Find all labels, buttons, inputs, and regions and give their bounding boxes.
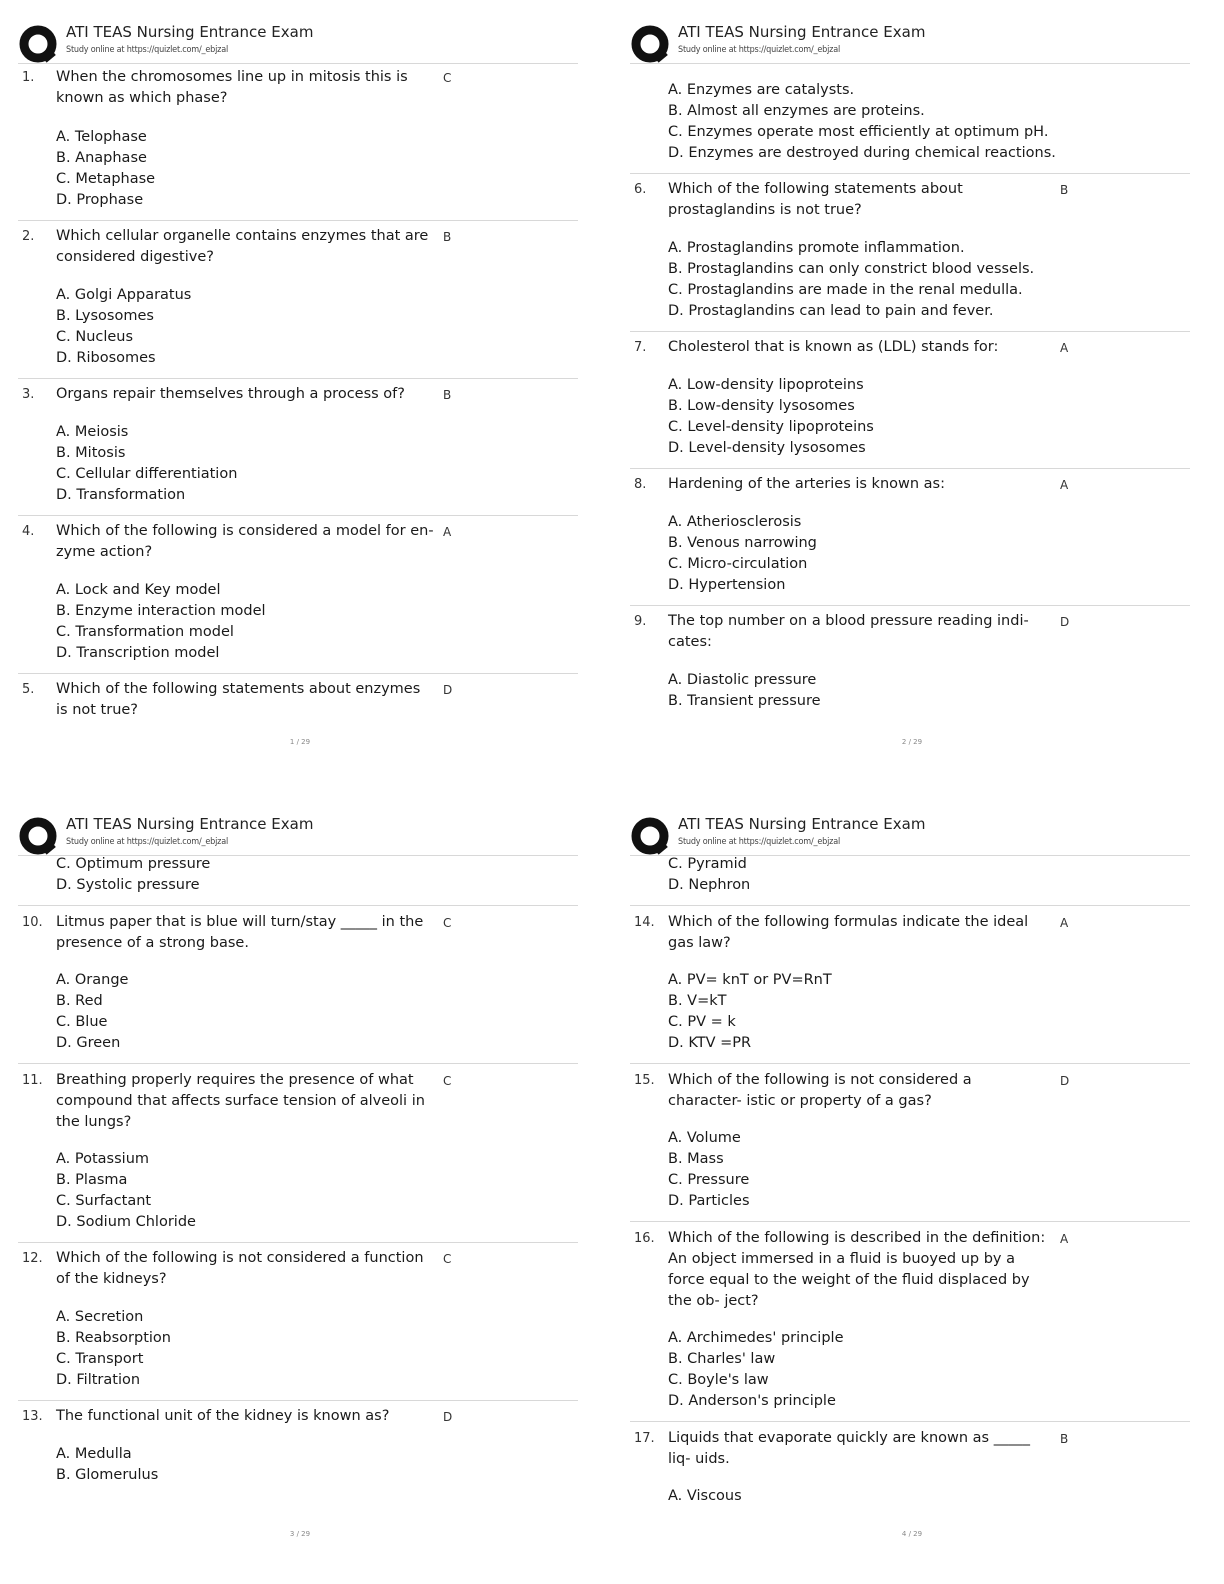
option: B. Venous narrowing xyxy=(668,535,817,551)
option: B. Low-density lysosomes xyxy=(668,398,855,414)
question-divider xyxy=(630,605,1190,606)
option: B. Mitosis xyxy=(56,445,126,461)
question-text: Which of the following is considered a model for en- zyme action? xyxy=(56,523,434,560)
answer-key: B xyxy=(443,388,452,402)
option: C. Boyle's law xyxy=(668,1372,769,1388)
question-divider xyxy=(18,673,578,674)
option: B. V=kT xyxy=(668,993,727,1009)
answer-key: A xyxy=(1060,1232,1069,1246)
option: B. Mass xyxy=(668,1151,724,1167)
question-divider xyxy=(18,905,578,906)
question-divider xyxy=(18,378,578,379)
option: A. Volume xyxy=(668,1130,741,1146)
option: D. Anderson's principle xyxy=(668,1393,836,1409)
option: D. Prostaglandins can lead to pain and fever. xyxy=(668,303,994,319)
question-divider xyxy=(630,173,1190,174)
question-number: 6. xyxy=(634,182,647,197)
option: C. Metaphase xyxy=(56,171,156,187)
option-list xyxy=(668,512,817,596)
answer-key: C xyxy=(443,1074,452,1088)
question-divider xyxy=(630,1221,1190,1222)
question-number: 14. xyxy=(634,915,655,930)
answer-key: B xyxy=(1060,1432,1069,1446)
option-list xyxy=(668,375,874,459)
question-text: Litmus paper that is blue will turn/stay _____ in the presence of a strong base. xyxy=(56,914,424,951)
study-link[interactable]: Study online at https://quizlet.com/_ebjzal xyxy=(678,837,841,847)
option: D. Prophase xyxy=(56,192,144,208)
option: D. Filtration xyxy=(56,1372,141,1388)
question-number: 10. xyxy=(22,915,43,930)
answer-key: A xyxy=(1060,341,1069,355)
answer-key: C xyxy=(443,1252,452,1266)
option: A. Medulla xyxy=(56,1446,132,1462)
page-title: ATI TEAS Nursing Entrance Exam xyxy=(66,815,314,833)
option-list xyxy=(668,1128,750,1212)
option: D. Green xyxy=(56,1035,121,1051)
option: B. Glomerulus xyxy=(56,1467,159,1483)
quizlet-logo-icon xyxy=(18,816,58,856)
question-text: Which cellular organelle contains enzymes that are considered digestive? xyxy=(56,228,429,265)
question-number: 1. xyxy=(22,70,35,85)
question-text: Breathing properly requires the presence of what compound that affects surface tension of alveoli in the lungs? xyxy=(56,1072,425,1130)
option-list xyxy=(56,854,210,896)
option: D. Sodium Chloride xyxy=(56,1214,196,1230)
question-number: 5. xyxy=(22,682,35,697)
option: D. KTV =PR xyxy=(668,1035,752,1051)
page-2 xyxy=(612,0,1224,792)
option: B. Almost all enzymes are proteins. xyxy=(668,103,925,119)
option-list xyxy=(56,422,237,506)
quizlet-logo-icon xyxy=(630,816,670,856)
question-number: 8. xyxy=(634,477,647,492)
option: A. Low-density lipoproteins xyxy=(668,377,864,393)
header-divider xyxy=(18,63,578,64)
question-text: Liquids that evaporate quickly are known as _____ liq- uids. xyxy=(668,1430,1030,1467)
page-title: ATI TEAS Nursing Entrance Exam xyxy=(678,815,926,833)
answer-key: D xyxy=(443,683,453,697)
option: B. Prostaglandins can only constrict blood vessels. xyxy=(668,261,1035,277)
option: C. Pressure xyxy=(668,1172,750,1188)
option: D. Systolic pressure xyxy=(56,877,200,893)
question-number: 9. xyxy=(634,614,647,629)
option: A. Lock and Key model xyxy=(56,582,221,598)
question-text: Cholesterol that is known as (LDL) stands for: xyxy=(668,339,999,355)
study-link[interactable]: Study online at https://quizlet.com/_ebjzal xyxy=(66,837,229,847)
option: A. PV= knT or PV=RnT xyxy=(668,972,832,988)
question-text: Which of the following statements about prostaglandins is not true? xyxy=(668,181,963,218)
option-list xyxy=(668,670,821,712)
option: A. Enzymes are catalysts. xyxy=(668,82,855,98)
answer-key: A xyxy=(1060,478,1069,492)
page-number: 4 / 29 xyxy=(901,1530,923,1538)
option: A. Secretion xyxy=(56,1309,144,1325)
question-number: 15. xyxy=(634,1073,655,1088)
option: B. Charles' law xyxy=(668,1351,776,1367)
answer-key: D xyxy=(443,1410,453,1424)
option-list xyxy=(56,285,191,369)
question-number: 4. xyxy=(22,524,35,539)
question-number: 11. xyxy=(22,1073,43,1088)
option: D. Transformation xyxy=(56,487,186,503)
option: D. Transcription model xyxy=(56,645,220,661)
question-text: Which of the following formulas indicate the ideal gas law? xyxy=(668,914,1029,951)
question-text: Which of the following is described in the definition: An object immersed in a fluid is buoyed up by a force equal to the weight of the fluid displaced by the ob- ject? xyxy=(668,1230,1046,1309)
option-list xyxy=(56,1444,158,1486)
page-number: 1 / 29 xyxy=(289,738,311,746)
page-3 xyxy=(0,792,612,1584)
option: B. Reabsorption xyxy=(56,1330,171,1346)
option: C. Prostaglandins are made in the renal medulla. xyxy=(668,282,1023,298)
option: B. Lysosomes xyxy=(56,308,154,324)
option-list xyxy=(668,854,750,896)
option: A. Prostaglandins promote inflammation. xyxy=(668,240,965,256)
quizlet-logo-icon xyxy=(18,24,58,64)
question-number: 17. xyxy=(634,1431,655,1446)
page-title: ATI TEAS Nursing Entrance Exam xyxy=(678,23,926,41)
option-list xyxy=(56,127,155,211)
question-number: 13. xyxy=(22,1409,43,1424)
question-text: The top number on a blood pressure reading indi- cates: xyxy=(668,613,1029,650)
question-text: When the chromosomes line up in mitosis this is known as which phase? xyxy=(56,69,408,106)
option: D. Particles xyxy=(668,1193,750,1209)
answer-key: A xyxy=(443,525,452,539)
answer-key: D xyxy=(1060,1074,1070,1088)
option: C. Blue xyxy=(56,1014,108,1030)
option: C. Cellular differentiation xyxy=(56,466,238,482)
option: A. Atheriosclerosis xyxy=(668,514,802,530)
option: B. Anaphase xyxy=(56,150,147,166)
option-list xyxy=(668,970,832,1054)
question-divider xyxy=(18,1063,578,1064)
option: D. Level-density lysosomes xyxy=(668,440,866,456)
question-text: Which of the following statements about enzymes is not true? xyxy=(56,681,421,718)
question-divider xyxy=(630,1421,1190,1422)
option: D. Ribosomes xyxy=(56,350,156,366)
option-list xyxy=(668,1486,742,1507)
header-divider xyxy=(630,63,1190,64)
quizlet-logo-icon xyxy=(630,24,670,64)
option: C. Surfactant xyxy=(56,1193,152,1209)
option: B. Enzyme interaction model xyxy=(56,603,266,619)
option: D. Nephron xyxy=(668,877,751,893)
page-1 xyxy=(0,0,612,792)
question-text: Organs repair themselves through a process of? xyxy=(56,386,405,402)
question-divider xyxy=(630,1063,1190,1064)
answer-key: A xyxy=(1060,916,1069,930)
question-number: 12. xyxy=(22,1251,43,1266)
page-number: 3 / 29 xyxy=(289,1530,311,1538)
answer-key: B xyxy=(443,230,452,244)
option: A. Potassium xyxy=(56,1151,150,1167)
option: B. Plasma xyxy=(56,1172,128,1188)
option-list xyxy=(56,1149,196,1233)
option: B. Red xyxy=(56,993,103,1009)
option: C. Transformation model xyxy=(56,624,234,640)
option: A. Orange xyxy=(56,972,129,988)
answer-key: C xyxy=(443,916,452,930)
option-list xyxy=(56,1307,171,1391)
study-link[interactable]: Study online at https://quizlet.com/_ebjzal xyxy=(66,45,229,55)
question-divider xyxy=(18,1400,578,1401)
option: C. Pyramid xyxy=(668,856,747,872)
question-divider xyxy=(630,905,1190,906)
question-text: Which of the following is not considered a character- istic or property of a gas? xyxy=(668,1072,972,1109)
option: D. Enzymes are destroyed during chemical reactions. xyxy=(668,145,1056,161)
page-title: ATI TEAS Nursing Entrance Exam xyxy=(66,23,314,41)
option: A. Meiosis xyxy=(56,424,129,440)
question-number: 7. xyxy=(634,340,647,355)
question-divider xyxy=(18,515,578,516)
option: C. Enzymes operate most efficiently at optimum pH. xyxy=(668,124,1049,140)
option-list xyxy=(56,970,128,1054)
answer-key: D xyxy=(1060,615,1070,629)
answer-key: C xyxy=(443,71,452,85)
option-list xyxy=(668,80,1056,164)
question-divider xyxy=(18,220,578,221)
question-number: 2. xyxy=(22,229,35,244)
option: C. Micro-circulation xyxy=(668,556,808,572)
option: A. Telophase xyxy=(56,129,147,145)
option: C. Nucleus xyxy=(56,329,134,345)
option: D. Hypertension xyxy=(668,577,786,593)
option: C. Transport xyxy=(56,1351,144,1367)
question-number: 3. xyxy=(22,387,35,402)
option-list xyxy=(668,1328,844,1412)
question-text: The functional unit of the kidney is known as? xyxy=(56,1408,390,1424)
option: C. Level-density lipoproteins xyxy=(668,419,874,435)
question-text: Hardening of the arteries is known as: xyxy=(668,476,945,492)
question-divider xyxy=(630,331,1190,332)
page-number: 2 / 29 xyxy=(901,738,923,746)
option: A. Golgi Apparatus xyxy=(56,287,192,303)
question-divider xyxy=(630,468,1190,469)
option: A. Viscous xyxy=(668,1488,742,1504)
option: C. PV = k xyxy=(668,1014,736,1030)
option: B. Transient pressure xyxy=(668,693,821,709)
study-link[interactable]: Study online at https://quizlet.com/_ebjzal xyxy=(678,45,841,55)
option: A. Diastolic pressure xyxy=(668,672,817,688)
page-4 xyxy=(612,792,1224,1584)
option: A. Archimedes' principle xyxy=(668,1330,844,1346)
answer-key: B xyxy=(1060,183,1069,197)
option-list xyxy=(668,238,1034,322)
option: C. Optimum pressure xyxy=(56,856,211,872)
question-number: 16. xyxy=(634,1231,655,1246)
option-list xyxy=(56,580,266,664)
question-text: Which of the following is not considered a function of the kidneys? xyxy=(56,1250,424,1287)
question-divider xyxy=(18,1242,578,1243)
